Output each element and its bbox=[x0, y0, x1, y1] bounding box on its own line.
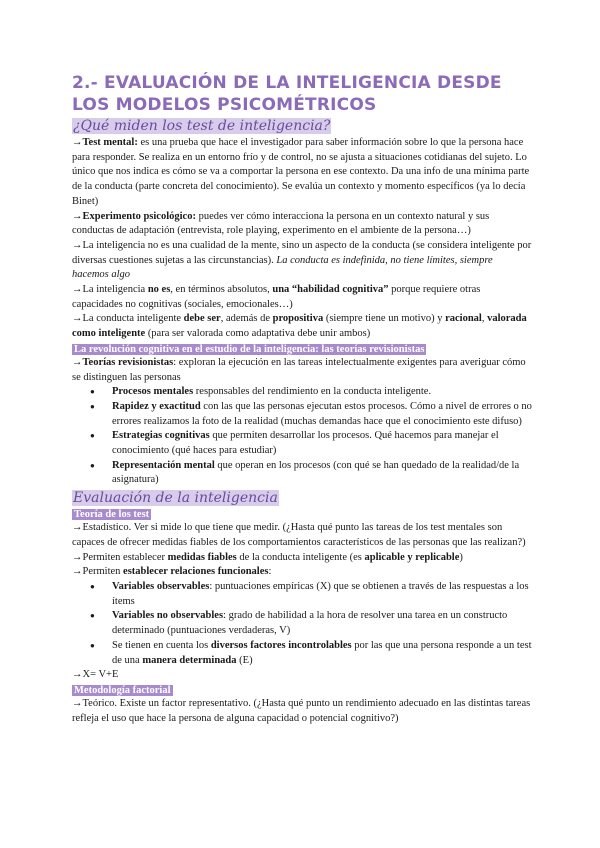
paragraph-estadistico: →Estadístico. Ver si mide lo que tiene que medir. (¿Hasta qué punto las tareas de los test mentales son capaces de ofrecer medidas fiables de los comportamientos característicos de las personas que las realizan?) bbox=[72, 522, 526, 548]
section-title-que-miden: ¿Qué miden los test de inteligencia? bbox=[73, 118, 331, 134]
document-page bbox=[72, 72, 532, 726]
formula-line: →X= V+E bbox=[72, 669, 119, 681]
main-title: 2.- EVALUACIÓN DE LA INTELIGENCIA DESDE LOS MODELOS PSICOMÉTRICOS bbox=[72, 73, 502, 115]
paragraph-experimento: →Experimento psicológico: puedes ver cómo interacciona la persona en un contexto natural y sus conductas de adaptación (entrevista, role playing, experimento en el ambiente de la persona…) bbox=[72, 210, 490, 237]
list-item: ● Se tienen en cuenta los diversos factores incontrolables por las que una persona responde a un test de una manera determinada (E) bbox=[112, 639, 532, 668]
list-item: ● Variables no observables: grado de habilidad a la hora de resolver una tarea en un constructo determinado (puntuaciones verdaderas, V) bbox=[112, 609, 532, 638]
paragraph-test-mental: →Test mental: es una prueba que hace el investigador para saber información sobre lo que la persona hace para responder. Se realiza en un entorno frío y de control, no se ajusta a situaciones cotidianas del sujeto. Lo único que nos indica es cómo se va a comportar la persona en ese contexto. Da una info de una mínima parte de la conducta (parte concreta del conocimiento). Se evalúa un contexto y momento específicos (ya lo decía Binet) bbox=[72, 137, 530, 207]
paragraph-teorias-revisionistas: →Teorías revisionistas: exploran la ejecución en las tareas intelectualmente exigentes para averiguar cómo se distinguen las personas bbox=[72, 356, 526, 383]
list-item: ● Representación mental que operan en los procesos (con qué se han quedado de la realidad/de la asignatura) bbox=[112, 459, 532, 488]
paragraph-conducta-inteligente: →La conducta inteligente debe ser, además de propositiva (siempre tiene un motivo) y racional, valorada como inteligente (para ser valorada como adaptativa debe unir ambos) bbox=[72, 313, 527, 340]
sub-heading-teoria-test: Teoría de los test bbox=[74, 509, 150, 521]
list-variables bbox=[72, 580, 532, 668]
sub-heading-metodologia-factorial: Metodología factorial bbox=[74, 684, 171, 696]
paragraph-habilidad-cognitiva: →La inteligencia no es, en términos absolutos, una “habilidad cognitiva” porque requiere otras capacidades no cognitivas (sociales, emocionales…) bbox=[72, 284, 481, 310]
list-item: ● Variables observables: puntuaciones empíricas (X) que se obtienen a través de las respuestas a los ítems bbox=[112, 580, 532, 609]
list-item: ● Estrategias cognitivas que permiten desarrollar los procesos. Qué hacemos para manejar el conocimiento (qué haces para estudiar) bbox=[112, 429, 532, 458]
list-item: ● Rapidez y exactitud con las que las personas ejecutan estos procesos. Cómo a nivel de errores o no errores realizamos la foto de la realidad (muchas demandas hace que el conocimiento este difuso) bbox=[112, 400, 532, 429]
paragraph-cualidad-mente: →La inteligencia no es una cualidad de la mente, sino un aspecto de la conducta (se considera inteligente por diversas cuestiones sujetas a las circunstancias). La conducta es indefinida, no tiene límites, siempre hacemos algo bbox=[72, 239, 532, 281]
paragraph-relaciones-funcionales: →Permiten establecer relaciones funcionales: bbox=[72, 566, 272, 578]
paragraph-teorico: →Teórico. Existe un factor representativo. (¿Hasta qué punto un rendimiento adecuado en las distintas tareas refleja el uso que hace la persona de alguna capacidad o potencial cognitivo?) bbox=[72, 697, 531, 724]
list-revisionistas bbox=[72, 385, 532, 488]
section-title-evaluacion: Evaluación de la inteligencia bbox=[73, 490, 278, 507]
list-item: ● Procesos mentales responsables del rendimiento en la conducta inteligente. bbox=[112, 385, 532, 400]
paragraph-medidas-fiables: →Permiten establecer medidas fiables de la conducta inteligente (es aplicable y replicable) bbox=[72, 551, 463, 563]
sub-heading-revolucion-cognitiva: La revolución cognitiva en el estudio de la inteligencia: las teorías revisionistas bbox=[74, 343, 425, 355]
